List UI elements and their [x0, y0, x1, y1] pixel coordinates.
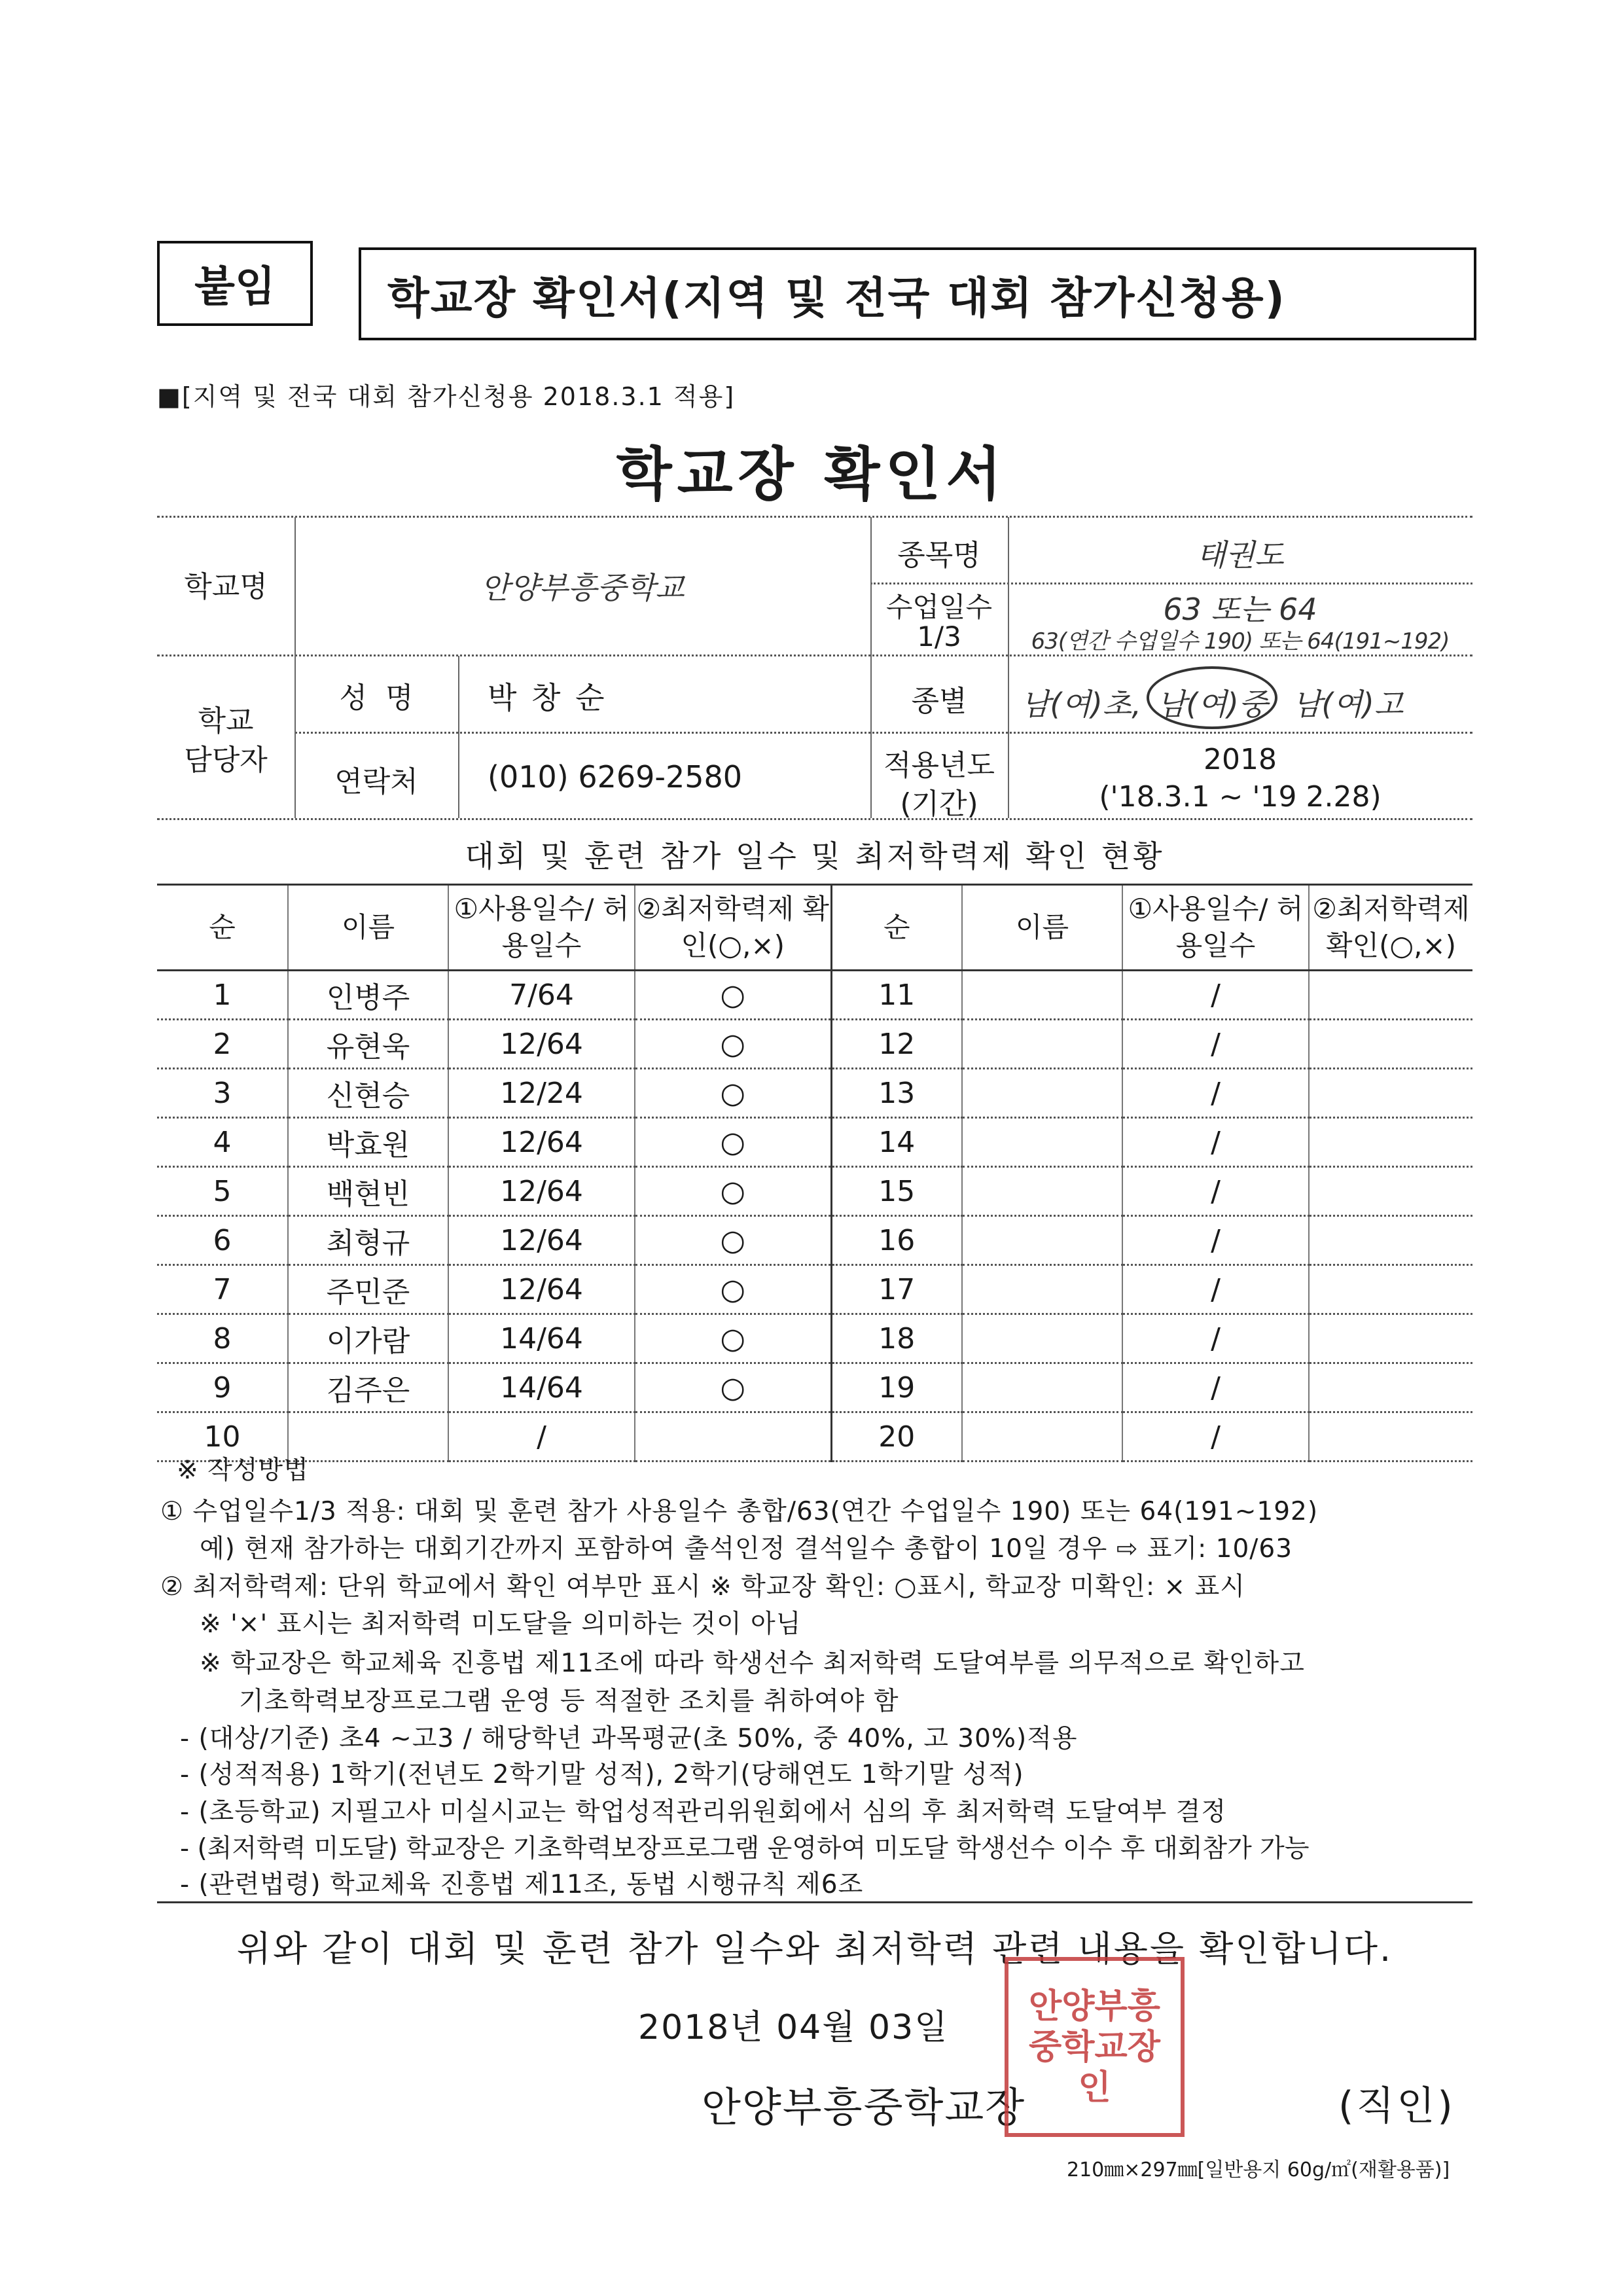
academic-check: [1309, 971, 1472, 1020]
student-name: 이가람: [288, 1314, 448, 1363]
academic-check: [1309, 1167, 1472, 1216]
days-used: /: [1122, 1363, 1309, 1412]
header-days: ①사용일수/ 허용일수: [448, 885, 635, 971]
seal-label: (직인): [1338, 2083, 1455, 2129]
event-value: 태권도: [1196, 537, 1284, 573]
academic-check: [1309, 1118, 1472, 1167]
table-row: [157, 1118, 1472, 1167]
year-value: 2018: [1204, 743, 1277, 776]
days-used: 12/64: [448, 1167, 635, 1216]
type-value-middle: 남(여)중: [1157, 687, 1268, 722]
student-name: 최형규: [288, 1216, 448, 1265]
student-name: 유현욱: [288, 1020, 448, 1069]
row-num: 16: [831, 1216, 962, 1265]
phone-value: (010) 6269-2580: [488, 759, 743, 795]
table-row: [157, 1020, 1472, 1069]
row-num: 4: [157, 1118, 288, 1167]
subtitle-line: ■[지역 및 전국 대회 참가신청용 2018.3.1 적용]: [157, 382, 736, 411]
student-name: [962, 1412, 1122, 1462]
academic-check: ○: [635, 1020, 831, 1069]
days-used: 14/64: [448, 1314, 635, 1363]
name-value: 박 창 순: [488, 680, 607, 715]
table-row: [157, 1265, 1472, 1314]
attachment-tag: [157, 241, 313, 326]
academic-check: ○: [635, 1265, 831, 1314]
days-used: 12/64: [448, 1265, 635, 1314]
academic-check: [1309, 1216, 1472, 1265]
section-title: 대회 및 훈련 참가 일수 및 최저학력제 확인 현황: [465, 838, 1165, 874]
days-used: /: [1122, 971, 1309, 1020]
table-row: [157, 1216, 1472, 1265]
note-line: - (성적적용) 1학기(전년도 2학기말 성적), 2학기(당해연도 1학기말 성적): [180, 1760, 1024, 1789]
days-used: 12/64: [448, 1216, 635, 1265]
header-check: ②최저학력제 확인(○,×): [1309, 885, 1472, 971]
days-used: /: [1122, 1216, 1309, 1265]
days-used: 12/24: [448, 1069, 635, 1118]
table-row: [157, 1363, 1472, 1412]
student-name: 백현빈: [288, 1167, 448, 1216]
student-name: [962, 1167, 1122, 1216]
student-name: [962, 1363, 1122, 1412]
academic-check: ○: [635, 1314, 831, 1363]
event-label: 종목명: [897, 539, 981, 572]
row-num: 3: [157, 1069, 288, 1118]
header-title: 학교장 확인서(지역 및 전국 대회 참가신청용): [387, 272, 1286, 323]
student-name: 주민준: [288, 1265, 448, 1314]
type-value-elementary: 남(여)초,: [1021, 687, 1141, 722]
days-used: 12/64: [448, 1118, 635, 1167]
row-num: 12: [831, 1020, 962, 1069]
days-used: /: [1122, 1118, 1309, 1167]
row-num: 6: [157, 1216, 288, 1265]
table-row: [157, 1069, 1472, 1118]
header-days: ①사용일수/ 허용일수: [1122, 885, 1309, 971]
signature-date: 2018년 04월 03일: [638, 2008, 949, 2047]
header-title-box: [359, 247, 1476, 340]
confirm-text: 위와 같이 대회 및 훈련 참가 일수와 최저학력 관련 내용을 확인합니다.: [236, 1928, 1393, 1969]
year-period-value: ('18.3.1 ~ '19 2.28): [1099, 780, 1382, 814]
row-num: 10: [157, 1412, 288, 1462]
type-value-high: 남(여)고: [1293, 687, 1404, 722]
note-line: ※ 학교장은 학교체육 진흥법 제11조에 따라 학생선수 최저학력 도달여부를 의무적으로 확인하고: [200, 1649, 1305, 1678]
academic-check: [1309, 1314, 1472, 1363]
academic-check: [635, 1412, 831, 1462]
table-row: [157, 1412, 1472, 1462]
days-used: /: [448, 1412, 635, 1462]
row-num: 17: [831, 1265, 962, 1314]
academic-check: ○: [635, 1118, 831, 1167]
note-line: 예) 현재 참가하는 대회기간까지 포함하여 출석인정 결석일수 총합이 10일 경우 ⇨ 표기: 10/63: [200, 1534, 1293, 1564]
school-value: 안양부흥중학교: [480, 570, 685, 605]
row-num: 5: [157, 1167, 288, 1216]
note-line: - (대상/기준) 초4 ~고3 / 해당학년 과목평균(초 50%, 중 40%, 고 30%)적용: [180, 1724, 1078, 1753]
student-name: 김주은: [288, 1363, 448, 1412]
year-label-period: (기간): [900, 787, 978, 821]
days-used: /: [1122, 1412, 1309, 1462]
official-seal-stamp: 안양부흥중학교장인: [1005, 1957, 1185, 2137]
header-name: 이름: [962, 885, 1122, 971]
year-label: 적용년도: [883, 749, 995, 782]
row-num: 8: [157, 1314, 288, 1363]
academic-check: ○: [635, 1216, 831, 1265]
header-num: 순: [157, 885, 288, 971]
table-row: [157, 1314, 1472, 1363]
row-num: 13: [831, 1069, 962, 1118]
days-used: 14/64: [448, 1363, 635, 1412]
days-used: 12/64: [448, 1020, 635, 1069]
days-used: 7/64: [448, 971, 635, 1020]
days-used: /: [1122, 1069, 1309, 1118]
days-label: 수업일수: [885, 591, 993, 623]
days-used: /: [1122, 1020, 1309, 1069]
school-label: 학교명: [184, 570, 268, 603]
header-num: 순: [831, 885, 962, 971]
note-line: - (관련법령) 학교체육 진흥법 제11조, 동법 시행규칙 제6조: [180, 1870, 864, 1899]
student-name: [962, 1020, 1122, 1069]
row-num: 19: [831, 1363, 962, 1412]
note-line: ② 최저학력제: 단위 학교에서 확인 여부만 표시 ※ 학교장 확인: ○표시, 학교장 미확인: × 표시: [160, 1572, 1245, 1602]
type-label: 종별: [911, 685, 967, 718]
student-name: [288, 1412, 448, 1462]
student-name: [962, 1314, 1122, 1363]
student-name: [962, 971, 1122, 1020]
academic-check: ○: [635, 971, 831, 1020]
table-row: [157, 1167, 1472, 1216]
academic-check: [1309, 1069, 1472, 1118]
row-num: 1: [157, 971, 288, 1020]
academic-check: ○: [635, 1167, 831, 1216]
academic-check: ○: [635, 1363, 831, 1412]
header-name: 이름: [288, 885, 448, 971]
student-name: [962, 1069, 1122, 1118]
phone-label: 연락처: [334, 765, 418, 798]
academic-check: [1309, 1412, 1472, 1462]
days-used: /: [1122, 1167, 1309, 1216]
student-name: [962, 1118, 1122, 1167]
name-label: 성 명: [339, 681, 414, 715]
row-num: 18: [831, 1314, 962, 1363]
row-num: 14: [831, 1118, 962, 1167]
table-header-row: [157, 885, 1472, 971]
signer-name: 안양부흥중학교장: [702, 2083, 1026, 2131]
note-line: ※ '×' 표시는 최저학력 미도달을 의미하는 것이 아님: [200, 1609, 802, 1639]
row-num: 20: [831, 1412, 962, 1462]
academic-check: [1309, 1363, 1472, 1412]
note-line: - (초등학교) 지필고사 미실시교는 학업성적관리위원회에서 심의 후 최저학력 도달여부 결정: [180, 1797, 1227, 1827]
student-name: 박효원: [288, 1118, 448, 1167]
note-line: - (최저학력 미도달) 학교장은 기초학력보장프로그램 운영하여 미도달 학생선수 이수 후 대회참가 가능: [180, 1834, 1310, 1863]
doc-title: 학교장 확인서: [616, 440, 1007, 508]
days-value-detail: 63(연간 수업일수 190) 또는 64(191~192): [1031, 628, 1450, 655]
note-line: ① 수업일수1/3 적용: 대회 및 훈련 참가 사용일수 총합/63(연간 수업일수 190) 또는 64(191~192): [160, 1497, 1319, 1526]
participation-table: [157, 884, 1472, 1462]
student-name: [962, 1265, 1122, 1314]
row-num: 15: [831, 1167, 962, 1216]
footer-spec: 210㎜×297㎜[일반용지 60g/㎡(재활용품)]: [1067, 2159, 1450, 2181]
note-line: 기초학력보장프로그램 운영 등 적절한 조치를 취하여야 함: [239, 1687, 899, 1716]
academic-check: [1309, 1020, 1472, 1069]
student-name: 신현승: [288, 1069, 448, 1118]
days-used: /: [1122, 1265, 1309, 1314]
row-num: 2: [157, 1020, 288, 1069]
contact-label-2: 담당자: [184, 744, 268, 777]
academic-check: ○: [635, 1069, 831, 1118]
academic-check: [1309, 1265, 1472, 1314]
student-name: [962, 1216, 1122, 1265]
row-num: 7: [157, 1265, 288, 1314]
notes-heading: ※ 작성방법: [177, 1456, 309, 1485]
student-name: 인병주: [288, 971, 448, 1020]
days-value: 63 또는 64: [1163, 592, 1317, 627]
contact-label: 학교: [198, 704, 254, 738]
row-num: 9: [157, 1363, 288, 1412]
row-num: 11: [831, 971, 962, 1020]
header-check: ②최저학력제 확인(○,×): [635, 885, 831, 971]
attachment-tag-text: 붙임: [194, 263, 276, 312]
confirm-divider: [157, 1901, 1472, 1903]
table-row: [157, 971, 1472, 1020]
days-label-fraction: 1/3: [917, 620, 961, 653]
days-used: /: [1122, 1314, 1309, 1363]
